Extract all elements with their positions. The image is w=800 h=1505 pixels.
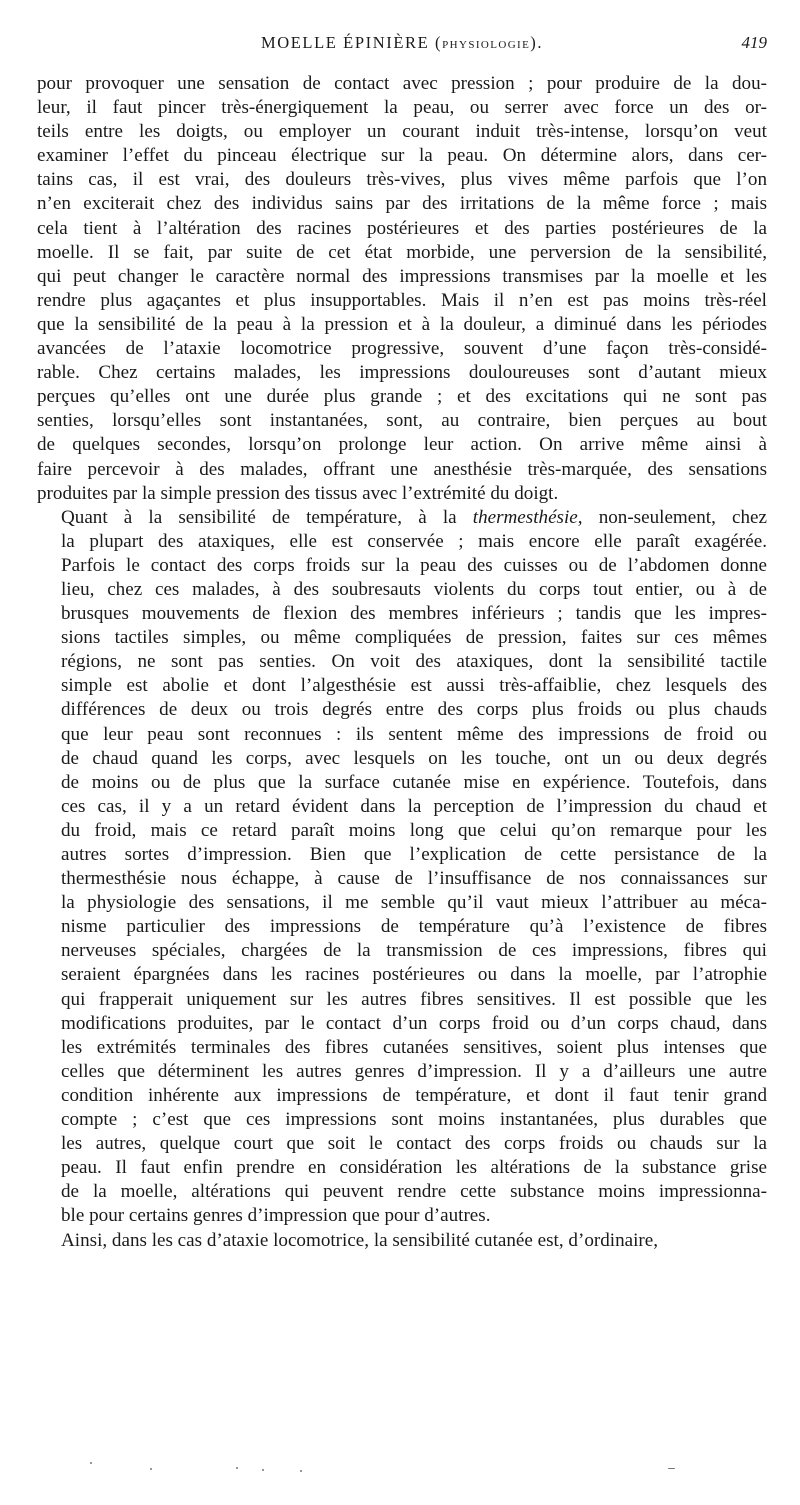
text-line: avancées de l’ataxie locomotrice progressive, souvent d’une façon très-considé-: [37, 338, 767, 360]
text-line: autres sortes d’impression. Bien que l’explication de cette persistance de la: [61, 844, 767, 865]
italic-term: thermesthésie: [472, 506, 578, 528]
text-line: teils entre les doigts, ou employer un courant induit très-intense, lorsqu’on veut: [37, 121, 767, 143]
text-line: ble pour certains genres d’impression que pour d’autres.: [61, 1205, 491, 1227]
text-line: différences de deux ou trois degrés entre des corps plus froids ou plus chauds: [61, 699, 767, 721]
text-line: du froid, mais ce retard paraît moins long que celui qu’on remarque pour les: [61, 819, 767, 841]
text-line: brusques mouvements de flexion des membres inférieurs ; tandis que les impres-: [61, 603, 767, 625]
text-line: de la moelle, altérations qui peuvent rendre cette substance moins impressionna-: [61, 1181, 767, 1203]
text-line: condition inhérente aux impressions de température, et dont il faut tenir grand: [61, 1084, 767, 1106]
text-line: rable. Chez certains malades, les impressions douloureuses sont d’autant mieux: [37, 362, 767, 384]
text-line: examiner l’effet du pinceau électrique sur la peau. On détermine alors, dans cer-: [37, 145, 767, 167]
text-line: rendre plus agaçantes et plus insupportables. Mais il n’en est pas moins très-réel: [37, 289, 767, 311]
body-text: [37, 72, 767, 1253]
text-line: nisme particulier des impressions de température qu’à l’existence de fibres: [61, 916, 767, 938]
text-line: la physiologie des sensations, il me semble qu’il vaut mieux l’attribuer au méca-: [61, 892, 767, 914]
text-line: de moins ou de plus que la surface cutanée mise en expérience. Toutefois, dans: [61, 771, 767, 793]
text-line: tains cas, il est vrai, des douleurs très-vives, plus vives même parfois que l’on: [37, 169, 767, 191]
text-line: thermesthésie nous échappe, à cause de l’insuffisance de nos connaissances sur: [61, 868, 767, 890]
text-line: celles que déterminent les autres genres d’impression. Il y a d’ailleurs une autre: [61, 1060, 767, 1082]
text-line: Ainsi, dans les cas d’ataxie locomotrice, la sensibilité cutanée est, d’ordinaire,: [61, 1229, 659, 1251]
text-line: la plupart des ataxiques, elle est conservée ; mais encore elle paraît exagérée.: [61, 530, 767, 552]
paragraph: [37, 506, 767, 1229]
text-line: que leur peau sont reconnues : ils sentent même des impressions de froid ou: [61, 723, 767, 745]
text-line: leur, il faut pincer très-énergiquement la peau, ou serrer avec force un des or-: [37, 97, 767, 119]
scan-specks: [0, 1460, 800, 1480]
page: [37, 30, 767, 1253]
paragraph: [37, 1229, 767, 1253]
page-number: 419: [741, 33, 767, 52]
text-line: n’en exciterait chez des individus sains par des irritations de la même force ; mais: [37, 193, 767, 215]
text-line: de chaud quand les corps, avec lesquels on les touche, ont un ou deux degrés: [61, 747, 767, 769]
text-line: Quant à la sensibilité de température, à la thermesthésie, non-seulement, chez: [61, 506, 767, 528]
text-line: qui frapperait uniquement sur les autres fibres sensitives. Il est possible que les: [61, 988, 767, 1010]
text-line: ces cas, il y a un retard évident dans la perception de l’impression du chaud et: [61, 795, 767, 817]
text-line: qui peut changer le caractère normal des impressions transmises par la moelle et les: [37, 265, 767, 287]
text-line: nerveuses spéciales, chargées de la transmission de ces impressions, fibres qui: [61, 940, 767, 962]
text-line: de quelques secondes, lorsqu’on prolonge leur action. On arrive même ainsi à: [37, 434, 767, 456]
text-line: peau. Il faut enfin prendre en considération les altérations de la substance grise: [61, 1157, 767, 1179]
text-line: lieu, chez ces malades, à des soubresauts violents du corps tout entier, ou à de: [61, 578, 767, 600]
text-line: seraient épargnées dans les racines postérieures ou dans la moelle, par l’atrophie: [61, 964, 767, 986]
text-line: que la sensibilité de la peau à la pression et à la douleur, a diminué dans les périodes: [37, 313, 767, 335]
text-line: régions, ne sont pas senties. On voit des ataxiques, dont la sensibilité tactile: [61, 651, 767, 673]
text-line: modifications produites, par le contact d’un corps froid ou d’un corps chaud, dans: [61, 1012, 767, 1034]
text-line: les autres, quelque court que soit le contact des corps froids ou chauds sur la: [61, 1133, 767, 1155]
text-line: produites par la simple pression des tissus avec l’extrémité du doigt.: [37, 482, 559, 504]
text-line: pour provoquer une sensation de contact avec pression ; pour produire de la dou-: [37, 73, 767, 94]
text-line: faire percevoir à des malades, offrant une anesthésie très-marquée, des sensations: [37, 458, 767, 480]
text-line: cela tient à l’altération des racines postérieures et des parties postérieures de la: [37, 217, 767, 239]
text-line: perçues qu’elles ont une durée plus grande ; et des excitations qui ne sont pas: [37, 386, 767, 408]
paragraph: [37, 72, 767, 506]
text-line: sions tactiles simples, ou même compliquées de pression, faites sur ces mêmes: [61, 627, 767, 649]
text-line: Parfois le contact des corps froids sur la peau des cuisses ou de l’abdomen donne: [61, 554, 767, 576]
text-line: les extrémités terminales des fibres cutanées sensitives, soient plus intenses que: [61, 1036, 767, 1058]
text-line: moelle. Il se fait, par suite de cet état morbide, une perversion de la sensibilité,: [37, 241, 767, 263]
running-title: MOELLE ÉPINIÈRE (PHYSIOLOGIE).: [260, 33, 544, 52]
text-line: senties, lorsqu’elles sont instantanées, sont, au contraire, bien perçues au bout: [37, 410, 767, 432]
text-line: compte ; c’est que ces impressions sont moins instantanées, plus durables que: [61, 1109, 767, 1131]
text-line: simple est abolie et dont l’algesthésie est aussi très-affaiblie, chez lesquels des: [61, 675, 767, 697]
running-header: [37, 30, 767, 56]
